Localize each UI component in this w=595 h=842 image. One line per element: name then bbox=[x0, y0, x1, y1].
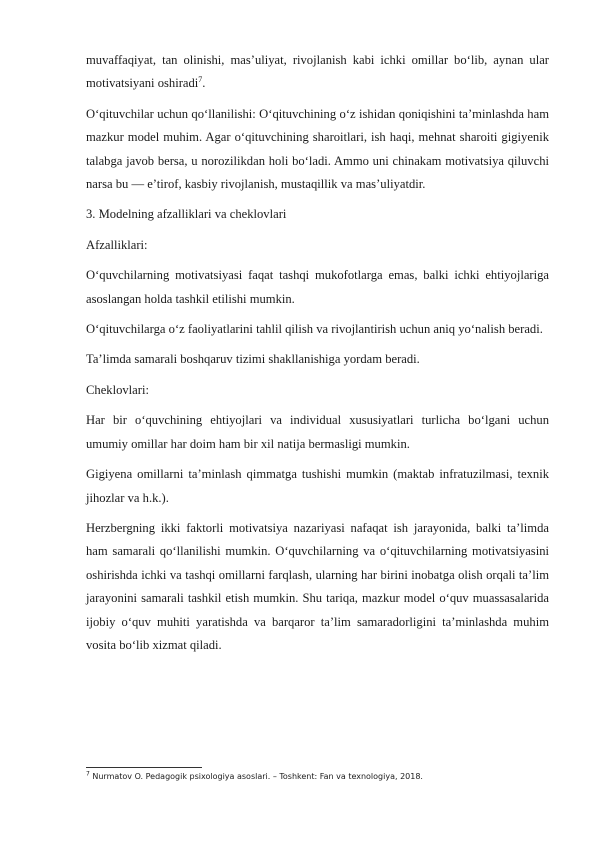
advantage-1: O‘quvchilarning motivatsiyasi faqat tashqi mukofotlarga emas, balki ichki ehtiyojlariga asoslangan holda tashkil etilishi mumkin. bbox=[86, 268, 549, 306]
conclusion-paragraph: Herzbergning ikki faktorli motivatsiya nazariyasi nafaqat ish jarayonida, balki ta’limda ham samarali qo‘llanilishi mumkin. O‘quvchilarning va o‘qituvchilarning motivatsiyasini oshirishda ichki va tashqi omillarni farqlash, ularning har birini inobatga olish orqali ta’lim jarayonini samarali tashkil etish mumkin. Shu tariqa, mazkur model o‘quv muassasalarida ijobiy o‘quv muhiti yaratishda va barqaror ta’lim samaradorligini ta’minlashda muhim vosita bo‘lib xizmat qiladi. bbox=[86, 520, 549, 652]
footnote-marker: 7 bbox=[86, 770, 90, 778]
footnote-divider bbox=[86, 767, 202, 768]
advantages-heading: Afzalliklari: bbox=[86, 237, 148, 252]
footnote-ref[interactable]: 7 bbox=[198, 75, 203, 85]
footnote bbox=[86, 771, 556, 782]
advantage-2: O‘qituvchilarga o‘z faoliyatlarini tahlil qilish va rivojlantirish uchun aniq yo‘nalish beradi. bbox=[86, 322, 543, 337]
limitations-heading: Cheklovlari: bbox=[86, 382, 149, 397]
footnote-text: Nurmatov O. Pedagogik psixologiya asoslari. – Toshkent: Fan va texnologiya, 2018. bbox=[89, 772, 423, 781]
paragraph-2: O‘qituvchilar uchun qo‘llanilishi: O‘qituvchining o‘z ishidan qoniqishini ta’minlashda ham mazkur model muhim. Agar o‘qituvchining sharoitlari, ish haqi, mehnat sharoiti gigiyenik talabga javob bersa, u norozilikdan holi bo‘ladi. Ammo uni chinakam motivatsiya qiluvchi narsa bu — e’tirof, kasbiy rivojlanish, mustaqillik va mas’uliyatdir. bbox=[86, 106, 549, 192]
paragraph-1: muvaffaqiyat, tan olinishi, mas’uliyat, rivojlanish kabi ichki omillar bo‘lib, aynan ular motivatsiyani oshiradi$^7$. bbox=[86, 53, 549, 91]
limitation-1: Har bir o‘quvchining ehtiyojlari va individual xususiyatlari turlicha bo‘lgani uchun umumiy omillar har doim ham bir xil natija bermasligi mumkin. bbox=[86, 413, 549, 451]
page-body bbox=[86, 49, 549, 664]
advantage-3: Ta’limda samarali boshqaruv tizimi shakllanishiga yordam beradi. bbox=[86, 352, 420, 367]
section-heading: 3. Modelning afzalliklari va cheklovlari bbox=[86, 207, 287, 222]
limitation-2: Gigiyena omillarni ta’minlash qimmatga tushishi mumkin (maktab infratuzilmasi, texnik jihozlar va h.k.). bbox=[86, 467, 549, 505]
